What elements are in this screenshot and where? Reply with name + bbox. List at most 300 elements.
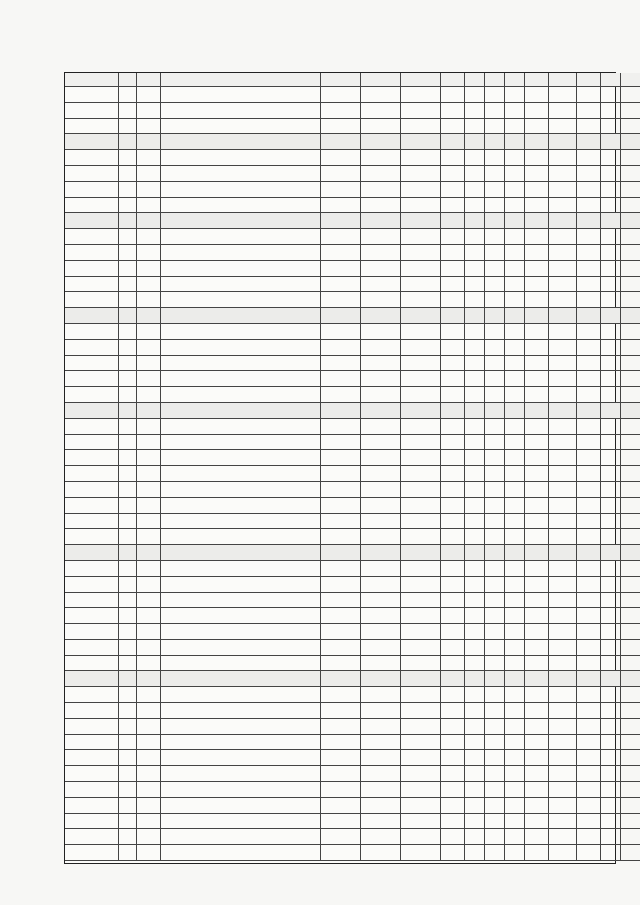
table-header-cell: [161, 73, 321, 87]
table-cell: [441, 229, 465, 245]
table-cell: [601, 703, 621, 719]
group-row-cell: [505, 308, 525, 324]
table-cell: [137, 514, 161, 530]
table-cell: [505, 119, 525, 135]
table-cell: [321, 845, 361, 861]
table-cell: [119, 703, 137, 719]
table-cell: [577, 498, 601, 514]
table-cell: [549, 829, 577, 845]
table-cell: [361, 829, 401, 845]
table-cell: [161, 750, 321, 766]
table-cell: [137, 356, 161, 372]
group-row-cell: [361, 403, 401, 419]
table-cell: [401, 782, 441, 798]
table-cell: [525, 514, 549, 530]
table-cell: [601, 292, 621, 308]
table-cell: [525, 245, 549, 261]
table-cell: [505, 435, 525, 451]
table-cell: [321, 292, 361, 308]
table-cell: [465, 103, 485, 119]
group-row-cell: [549, 308, 577, 324]
table-cell: [321, 119, 361, 135]
table-cell: [549, 514, 577, 530]
table-cell: [321, 103, 361, 119]
table-cell: [321, 561, 361, 577]
table-cell: [119, 292, 137, 308]
table-cell: [485, 324, 505, 340]
group-row-cell: [549, 134, 577, 150]
table-cell: [485, 277, 505, 293]
table-cell: [505, 229, 525, 245]
group-row-cell: [401, 308, 441, 324]
table-cell: [485, 577, 505, 593]
group-row-cell: [441, 545, 465, 561]
table-cell: [601, 845, 621, 861]
group-row-cell: [119, 671, 137, 687]
table-cell: [525, 371, 549, 387]
table-cell: [161, 340, 321, 356]
table-cell: [441, 577, 465, 593]
table-cell: [525, 292, 549, 308]
table-cell: [361, 150, 401, 166]
table-cell: [441, 561, 465, 577]
table-cell: [549, 814, 577, 830]
table-cell: [361, 640, 401, 656]
table-cell: [485, 750, 505, 766]
table-cell: [161, 182, 321, 198]
group-row-cell: [161, 213, 321, 229]
table-cell: [65, 624, 119, 640]
table-cell: [549, 119, 577, 135]
table-cell: [505, 340, 525, 356]
table-cell: [601, 766, 621, 782]
table-cell: [119, 87, 137, 103]
table-cell: [137, 182, 161, 198]
table-cell: [465, 656, 485, 672]
table-cell: [577, 750, 601, 766]
table-cell: [401, 419, 441, 435]
table-cell: [161, 450, 321, 466]
table-cell: [119, 514, 137, 530]
table-cell: [65, 324, 119, 340]
table-cell: [601, 229, 621, 245]
group-row-cell: [361, 213, 401, 229]
table-cell: [525, 450, 549, 466]
table-cell: [137, 687, 161, 703]
table-cell: [321, 529, 361, 545]
table-cell: [441, 845, 465, 861]
table-cell: [65, 640, 119, 656]
table-cell: [119, 561, 137, 577]
group-row-cell: [601, 671, 621, 687]
table-cell: [621, 750, 640, 766]
table-cell: [137, 482, 161, 498]
table-cell: [525, 182, 549, 198]
table-cell: [119, 608, 137, 624]
table-cell: [525, 561, 549, 577]
table-cell: [361, 435, 401, 451]
table-cell: [505, 356, 525, 372]
table-cell: [601, 198, 621, 214]
table-cell: [601, 340, 621, 356]
table-cell: [485, 845, 505, 861]
table-cell: [401, 450, 441, 466]
table-cell: [577, 277, 601, 293]
table-cell: [549, 656, 577, 672]
group-row-cell: [119, 308, 137, 324]
table-cell: [321, 608, 361, 624]
table-cell: [485, 593, 505, 609]
table-cell: [525, 656, 549, 672]
table-header-cell: [525, 73, 549, 87]
table-cell: [401, 498, 441, 514]
table-cell: [485, 687, 505, 703]
table-cell: [441, 750, 465, 766]
table-cell: [577, 419, 601, 435]
table-cell: [525, 103, 549, 119]
table-cell: [577, 340, 601, 356]
table-cell: [465, 719, 485, 735]
group-row-cell: [161, 403, 321, 419]
table-cell: [525, 814, 549, 830]
table-cell: [505, 845, 525, 861]
table-cell: [119, 324, 137, 340]
table-cell: [321, 182, 361, 198]
table-cell: [505, 150, 525, 166]
table-cell: [361, 529, 401, 545]
table-cell: [401, 324, 441, 340]
table-cell: [401, 182, 441, 198]
table-cell: [549, 466, 577, 482]
table-cell: [465, 245, 485, 261]
group-row-cell: [621, 213, 640, 229]
table-cell: [577, 593, 601, 609]
table-cell: [119, 435, 137, 451]
table-cell: [119, 182, 137, 198]
table-cell: [485, 87, 505, 103]
table-cell: [505, 198, 525, 214]
table-cell: [621, 387, 640, 403]
table-cell: [485, 166, 505, 182]
table-cell: [65, 719, 119, 735]
table-cell: [119, 529, 137, 545]
table-cell: [321, 387, 361, 403]
table-cell: [161, 829, 321, 845]
table-cell: [505, 292, 525, 308]
table-cell: [361, 514, 401, 530]
table-cell: [485, 498, 505, 514]
table-cell: [441, 87, 465, 103]
table-cell: [321, 371, 361, 387]
table-cell: [137, 261, 161, 277]
table-cell: [601, 182, 621, 198]
table-cell: [621, 277, 640, 293]
table-cell: [65, 245, 119, 261]
table-cell: [65, 150, 119, 166]
table-cell: [601, 324, 621, 340]
group-row-cell: [525, 213, 549, 229]
table-cell: [401, 514, 441, 530]
table-cell: [441, 261, 465, 277]
table-cell: [441, 498, 465, 514]
table-cell: [621, 719, 640, 735]
table-cell: [401, 766, 441, 782]
table-cell: [65, 387, 119, 403]
table-cell: [119, 656, 137, 672]
table-cell: [65, 371, 119, 387]
table-cell: [549, 529, 577, 545]
table-cell: [361, 624, 401, 640]
table-cell: [65, 229, 119, 245]
table-cell: [119, 387, 137, 403]
table-cell: [65, 750, 119, 766]
table-cell: [161, 324, 321, 340]
table-cell: [137, 640, 161, 656]
table-cell: [505, 703, 525, 719]
table-cell: [361, 371, 401, 387]
table-cell: [601, 624, 621, 640]
table-cell: [161, 735, 321, 751]
group-row-cell: [119, 545, 137, 561]
group-row-cell: [485, 403, 505, 419]
table-cell: [321, 466, 361, 482]
table-cell: [505, 687, 525, 703]
table-cell: [577, 324, 601, 340]
table-cell: [485, 371, 505, 387]
table-cell: [161, 593, 321, 609]
group-row-cell: [485, 134, 505, 150]
group-row-cell: [577, 134, 601, 150]
table-cell: [401, 87, 441, 103]
table-cell: [321, 735, 361, 751]
table-cell: [577, 245, 601, 261]
table-cell: [361, 656, 401, 672]
table-cell: [549, 150, 577, 166]
table-cell: [621, 687, 640, 703]
table-cell: [485, 719, 505, 735]
table-cell: [119, 119, 137, 135]
table-cell: [361, 782, 401, 798]
table-cell: [119, 687, 137, 703]
table-cell: [119, 261, 137, 277]
table-cell: [621, 845, 640, 861]
table-cell: [65, 466, 119, 482]
table-header-cell: [137, 73, 161, 87]
table-cell: [137, 593, 161, 609]
table-cell: [161, 419, 321, 435]
table-cell: [505, 87, 525, 103]
table-cell: [621, 640, 640, 656]
table-cell: [601, 119, 621, 135]
table-cell: [577, 292, 601, 308]
table-cell: [601, 166, 621, 182]
table-cell: [505, 324, 525, 340]
table-cell: [161, 782, 321, 798]
table-cell: [119, 103, 137, 119]
table-cell: [361, 845, 401, 861]
table-cell: [465, 277, 485, 293]
table-cell: [601, 356, 621, 372]
table-header-cell: [577, 73, 601, 87]
table-cell: [441, 782, 465, 798]
table-cell: [465, 119, 485, 135]
table-cell: [601, 814, 621, 830]
table-cell: [621, 419, 640, 435]
table-cell: [137, 324, 161, 340]
table-cell: [361, 387, 401, 403]
table-cell: [485, 435, 505, 451]
table-cell: [361, 719, 401, 735]
table-cell: [321, 514, 361, 530]
table-cell: [401, 750, 441, 766]
table-cell: [485, 482, 505, 498]
table-cell: [525, 261, 549, 277]
table-cell: [321, 87, 361, 103]
table-cell: [441, 435, 465, 451]
table-cell: [137, 450, 161, 466]
table-header-cell: [65, 73, 119, 87]
table-cell: [621, 703, 640, 719]
table-cell: [137, 829, 161, 845]
group-row-cell: [485, 213, 505, 229]
table-cell: [137, 371, 161, 387]
table-cell: [577, 640, 601, 656]
table-cell: [577, 703, 601, 719]
table-cell: [505, 245, 525, 261]
table-cell: [161, 356, 321, 372]
table-cell: [577, 798, 601, 814]
table-cell: [577, 87, 601, 103]
group-row-cell: [119, 403, 137, 419]
table-cell: [465, 435, 485, 451]
table-cell: [577, 687, 601, 703]
table-cell: [137, 798, 161, 814]
table-cell: [465, 387, 485, 403]
table-cell: [465, 577, 485, 593]
table-cell: [161, 687, 321, 703]
table-header-cell: [119, 73, 137, 87]
table-cell: [401, 608, 441, 624]
table-cell: [601, 498, 621, 514]
table-cell: [577, 261, 601, 277]
table-cell: [549, 277, 577, 293]
table-cell: [321, 829, 361, 845]
table-cell: [465, 182, 485, 198]
table-cell: [621, 498, 640, 514]
table-cell: [465, 166, 485, 182]
table-cell: [161, 166, 321, 182]
table-cell: [465, 356, 485, 372]
table-cell: [525, 324, 549, 340]
table-header-cell: [505, 73, 525, 87]
table-cell: [65, 687, 119, 703]
group-row-cell: [621, 134, 640, 150]
table-cell: [65, 829, 119, 845]
table-cell: [65, 845, 119, 861]
table-cell: [549, 229, 577, 245]
table-cell: [485, 103, 505, 119]
group-row-cell: [465, 213, 485, 229]
table-cell: [601, 735, 621, 751]
table-cell: [441, 687, 465, 703]
table-cell: [137, 435, 161, 451]
group-row-cell: [465, 671, 485, 687]
table-cell: [361, 561, 401, 577]
table-cell: [137, 735, 161, 751]
table-cell: [621, 450, 640, 466]
table-cell: [505, 656, 525, 672]
table-cell: [119, 782, 137, 798]
table-cell: [361, 87, 401, 103]
table-cell: [161, 624, 321, 640]
table-cell: [119, 577, 137, 593]
table-cell: [401, 245, 441, 261]
table-cell: [601, 245, 621, 261]
table-cell: [621, 371, 640, 387]
table-cell: [65, 782, 119, 798]
table-cell: [161, 150, 321, 166]
table-cell: [65, 198, 119, 214]
table-cell: [137, 87, 161, 103]
table-cell: [621, 466, 640, 482]
table-cell: [137, 387, 161, 403]
table-cell: [549, 719, 577, 735]
table-cell: [525, 356, 549, 372]
group-row-cell: [161, 308, 321, 324]
table-cell: [119, 719, 137, 735]
table-cell: [621, 514, 640, 530]
table-cell: [161, 529, 321, 545]
group-row-cell: [601, 403, 621, 419]
table-cell: [601, 450, 621, 466]
group-row-cell: [137, 308, 161, 324]
table-cell: [65, 261, 119, 277]
table-cell: [465, 829, 485, 845]
table-cell: [321, 356, 361, 372]
table-cell: [321, 198, 361, 214]
table-cell: [441, 514, 465, 530]
table-cell: [441, 356, 465, 372]
table-cell: [119, 640, 137, 656]
table-cell: [485, 198, 505, 214]
table-cell: [485, 766, 505, 782]
table-cell: [485, 608, 505, 624]
table-cell: [621, 182, 640, 198]
table-cell: [65, 103, 119, 119]
table-cell: [361, 277, 401, 293]
table-cell: [465, 340, 485, 356]
table-cell: [549, 87, 577, 103]
table-cell: [465, 814, 485, 830]
table-cell: [485, 245, 505, 261]
group-row-cell: [137, 545, 161, 561]
table-cell: [465, 229, 485, 245]
table-cell: [161, 277, 321, 293]
table-cell: [321, 687, 361, 703]
table-cell: [525, 229, 549, 245]
table-cell: [401, 814, 441, 830]
table-cell: [465, 198, 485, 214]
group-row-cell: [137, 671, 161, 687]
table-cell: [321, 814, 361, 830]
table-cell: [321, 261, 361, 277]
table-cell: [361, 577, 401, 593]
group-row-cell: [119, 134, 137, 150]
table-cell: [525, 466, 549, 482]
table-cell: [321, 150, 361, 166]
table-cell: [161, 608, 321, 624]
group-row-cell: [65, 213, 119, 229]
